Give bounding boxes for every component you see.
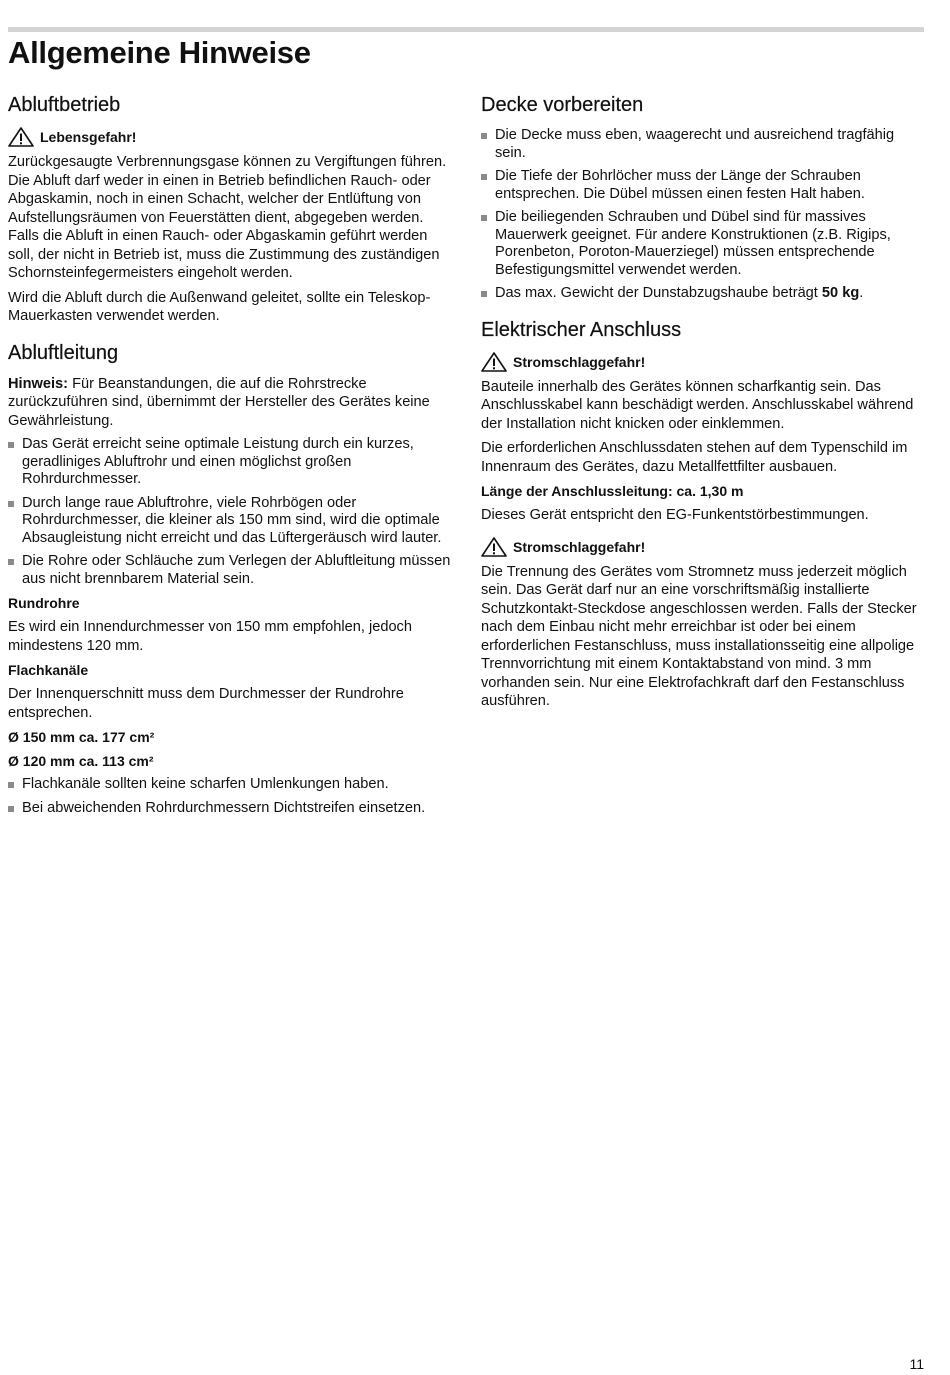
section-decke-vorbereiten [481,92,927,303]
subheading-flachkanaele: Flachkanäle [8,662,89,678]
hint-paragraph [8,375,454,431]
subheading-anschlussleitung: Länge der Anschlussleitung: ca. 1,30 m [481,483,744,499]
section-elektrischer-anschluss [481,317,927,711]
list-item: Die beiliegenden Schrauben und Dübel sind für massives Mauerwerk geeignet. Für andere Konstruktionen (z.B. Rigips, Porenbeton, Poroton-Mauerziegel) müssen entsprechende Befestigungsmittel verwendet werden. [481,209,927,279]
right-column [481,92,927,725]
paragraph: Der Innenquerschnitt muss dem Durchmesser der Rundrohre entsprechen. [8,686,404,721]
bullet-list [8,436,454,588]
section-heading: Decke vorbereiten [481,94,644,116]
section-abluftleitung [8,340,454,818]
list-item: Flachkanäle sollten keine scharfen Umlenkungen haben. [8,776,454,794]
spec-line: Ø 150 mm ca. 177 cm² [8,729,155,745]
paragraph: Zurückgesaugte Verbrennungsgase können zu Vergiftungen führen. Die Abluft darf weder in einen in Betrieb befindlichen Rauch- oder Abgaskamin, noch in einen Schacht, welcher der Entlüftung von Aufstellungsräumen von Feuerstätten dient, abgegeben werden. Falls die Abluft in einen Rauch- oder Abgaskamin geführt werden soll, der nicht in Betrieb ist, muss die Zustimmung des zuständigen Schornsteinfegermeisters eingeholt werden. [8,154,447,281]
page-title: Allgemeine Hinweise [8,35,311,70]
hint-text: Für Beanstandungen, die auf die Rohrstrecke zurückzuführen sind, übernimmt der Hersteller des Gerätes keine Gewährleistung. [8,375,430,429]
bullet-list [481,127,927,303]
warning-notice [481,537,927,557]
paragraph: Wird die Abluft durch die Außenwand geleitet, sollte ein Teleskop-Mauerkasten verwendet werden. [8,289,431,324]
hint-label: Hinweis: [8,375,69,392]
paragraph: Es wird ein Innendurchmesser von 150 mm empfohlen, jedoch mindestens 120 mm. [8,619,412,654]
list-item: Durch lange raue Abluftrohre, viele Rohrbögen oder Rohrdurchmesser, die kleiner als 150 mm sind, wird die optimale Absaugleistung nicht erreicht und das Lüftergeräusch wird lauter. [8,495,454,548]
paragraph: Die erforderlichen Anschlussdaten stehen auf dem Typenschild im Innenraum des Gerätes, dazu Metallfettfilter ausbauen. [481,440,908,475]
paragraph: Die Trennung des Gerätes vom Stromnetz muss jederzeit möglich sein. Das Gerät darf nur an eine vorschriftsmäßig installierte Schutzkontakt-Steckdose angeschlossen werden. Falls der Stecker nach dem Einbau nicht mehr erreichbar ist oder bei einem erforderlichen Festanschluss, muss installationsseitig eine allpolige Trennvorrichtung mit einem Kontaktabstand von mind. 3 mm vorhanden sein. Nur eine Elektrofachkraft darf den Festanschluss ausführen. [481,563,917,709]
weight-value: 50 kg [821,285,860,301]
bullet-list [8,776,454,817]
list-item: Die Tiefe der Bohrlöcher muss der Länge der Schrauben entsprechen. Die Dübel müssen einen festen Halt haben. [481,168,927,203]
spec-line: Ø 120 mm ca. 113 cm² [8,753,154,769]
list-item-text: . [859,285,864,301]
list-item: Die Decke muss eben, waagerecht und ausreichend tragfähig sein. [481,127,927,162]
section-heading: Abluftbetrieb [8,94,121,116]
list-item-text: Das max. Gewicht der Dunstabzugshaube beträgt [495,285,822,301]
warning-label: Stromschlaggefahr! [513,538,646,555]
warning-triangle-icon [8,127,34,147]
warning-label: Stromschlaggefahr! [513,353,646,370]
section-heading: Abluftleitung [8,341,119,364]
list-item: Die Rohre oder Schläuche zum Verlegen der Abluftleitung müssen aus nicht brennbarem Material sein. [8,553,454,588]
warning-notice [8,127,454,147]
warning-triangle-icon [481,352,507,372]
page-number: 11 [909,1356,924,1372]
top-rule [8,27,924,32]
list-item: Bei abweichenden Rohrdurchmessern Dichtstreifen einsetzen. [8,800,454,818]
list-item [481,285,927,303]
paragraph: Bauteile innerhalb des Gerätes können scharfkantig sein. Das Anschlusskabel kann beschädigt werden. Anschlusskabel während der Installation nicht knicken oder einklemmen. [481,378,914,432]
section-heading: Elektrischer Anschluss [481,318,682,341]
paragraph: Dieses Gerät entspricht den EG-Funkentstörbestimmungen. [481,507,869,523]
left-column [8,92,454,831]
warning-triangle-icon [481,537,507,557]
warning-notice [481,352,927,372]
subheading-rundrohre: Rundrohre [8,595,80,611]
list-item: Das Gerät erreicht seine optimale Leistung durch ein kurzes, geradliniges Abluftrohr und einen möglichst großen Rohrdurchmesser. [8,436,454,489]
section-abluftbetrieb [8,92,454,326]
warning-label: Lebensgefahr! [40,129,137,145]
